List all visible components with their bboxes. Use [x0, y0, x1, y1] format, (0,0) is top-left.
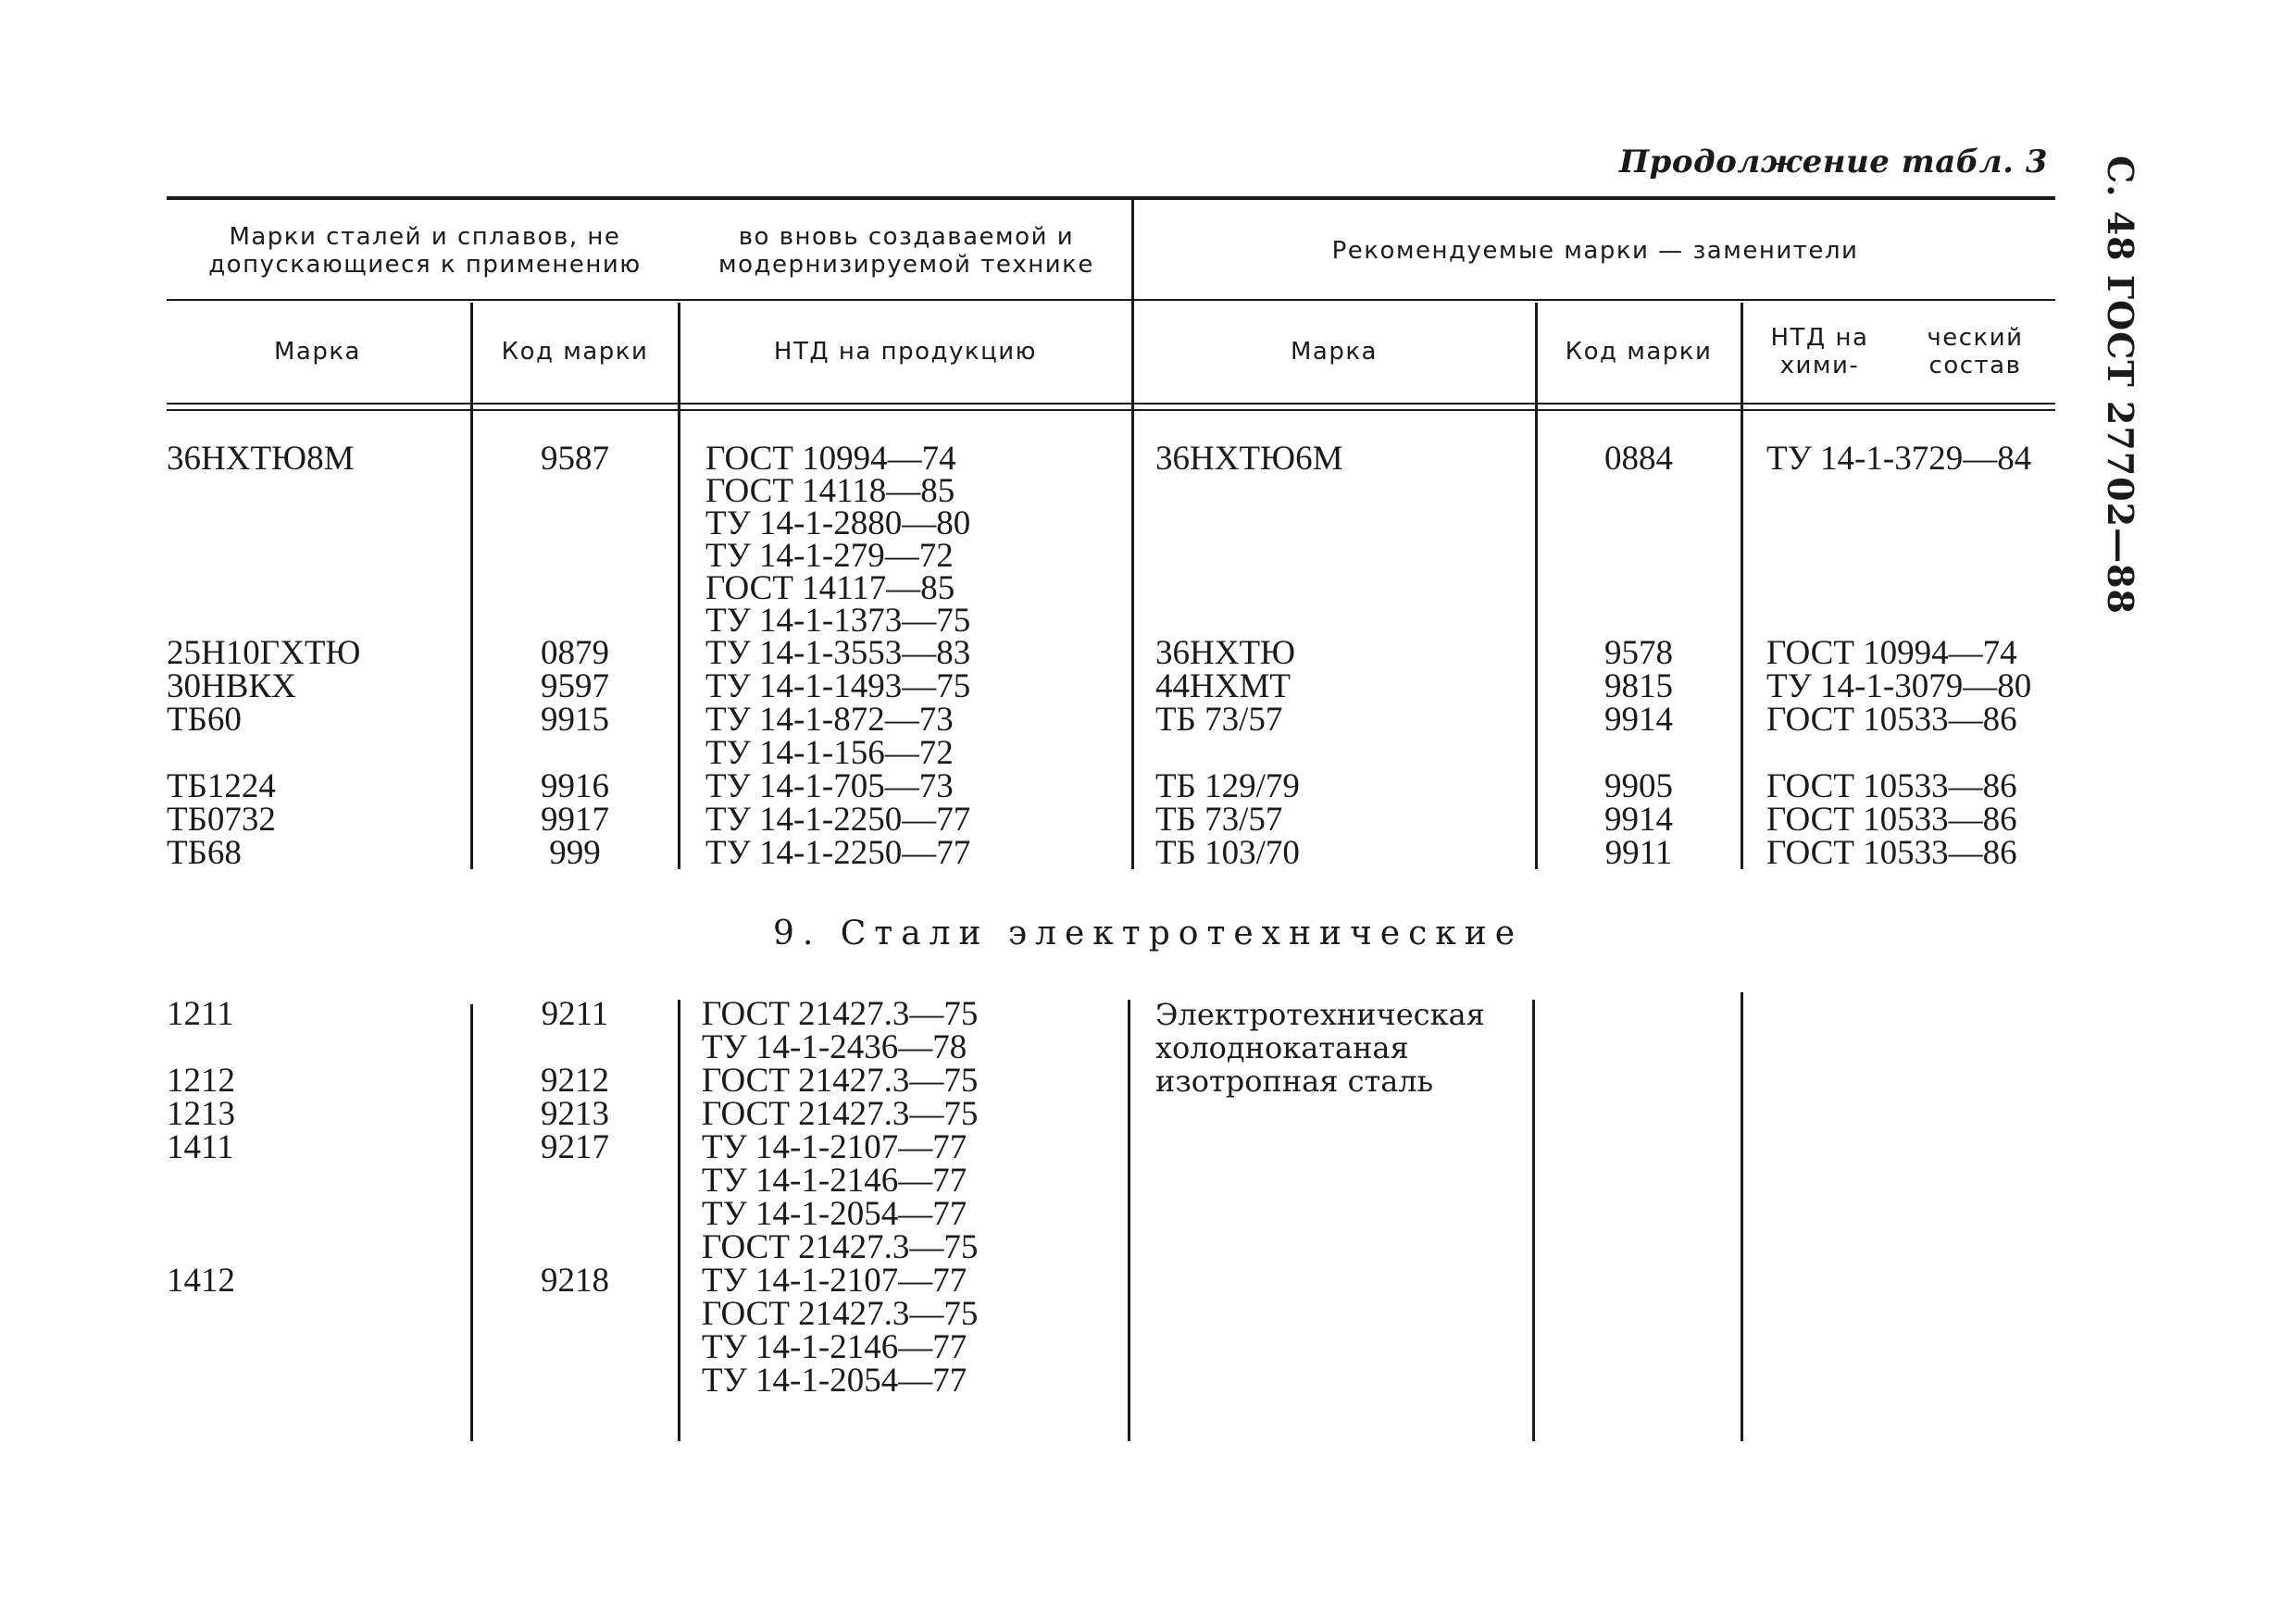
- sub-mark-cell: ТБ 73/57: [1155, 801, 1283, 839]
- code-cell: 999: [549, 834, 601, 872]
- column-mark: [167, 442, 463, 877]
- col-header-ntd-text: НТД на продукцию: [773, 337, 1038, 366]
- section-title: 9. Стали электротехнические: [772, 915, 1524, 952]
- divider-subcode-subntd: [1741, 303, 1743, 869]
- ntd-cell: ГОСТ 21427.3—75: [702, 1062, 979, 1100]
- col-header-sub-mark-text: Марка: [1290, 337, 1378, 366]
- code-cell: 9597: [541, 667, 609, 705]
- mark-cell: ТБ60: [167, 701, 242, 739]
- substitute-description-line-2: холоднокатаная: [1155, 1030, 1409, 1065]
- ntd-cell: ТУ 14-1-2107—77: [702, 1128, 967, 1166]
- sub-mark-cell: ТБ 129/79: [1155, 767, 1300, 805]
- sub-mark-cell: 36НХТЮ: [1155, 634, 1296, 672]
- group-header-right-text: Рекомендуемые марки — заменители: [1331, 237, 1859, 266]
- ntd-cell: ТУ 14-1-156—72: [705, 734, 954, 772]
- mark-cell: ТБ0732: [167, 801, 276, 839]
- code-cell: 9917: [541, 801, 609, 839]
- code-cell: 9217: [541, 1128, 609, 1166]
- sub-code-cell: 0884: [1604, 440, 1673, 478]
- mark-cell: 1211: [167, 995, 234, 1033]
- mark-cell: 1411: [167, 1128, 234, 1166]
- code-cell: 9213: [541, 1095, 609, 1133]
- ntd-cell: ГОСТ 10994—74: [705, 440, 956, 478]
- sub-code-cell: 9914: [1604, 701, 1673, 739]
- page-side-label: С. 48 ГОСТ 27702—88: [2100, 156, 2141, 615]
- col-header-sub-ntd: [1744, 304, 2055, 401]
- code-cell: 9587: [541, 440, 609, 478]
- column-b-ntd: [702, 995, 1118, 1405]
- code-cell: 9212: [541, 1062, 609, 1100]
- substitute-description-line-3: изотропная сталь: [1155, 1064, 1434, 1099]
- sub-code-cell: 9911: [1604, 834, 1673, 872]
- col-header-mark-text: Марка: [273, 337, 361, 366]
- col-header-sub-mark: [1135, 304, 1533, 401]
- table-top-rule: [167, 196, 2055, 200]
- sub-ntd-cell: ГОСТ 10533—86: [1766, 767, 2017, 805]
- mark-cell: 36НХТЮ8М: [167, 440, 355, 478]
- mark-cell: 1412: [167, 1262, 235, 1300]
- col-header-mark: [167, 304, 468, 401]
- ntd-cell: ТУ 14-1-279—72: [705, 537, 954, 575]
- code-cell: 9218: [541, 1262, 609, 1300]
- col-header-sub-ntd-line-2: ческий состав: [1927, 323, 2024, 380]
- code-cell: 9915: [541, 701, 609, 739]
- sub-mark-cell: ТБ 103/70: [1155, 834, 1300, 872]
- sub-ntd-cell: ГОСТ 10994—74: [1766, 634, 2017, 672]
- sub-ntd-cell: ТУ 14-1-3729—84: [1766, 440, 2032, 478]
- substitute-description-line-1: Электротехническая: [1155, 997, 1485, 1032]
- divider-b-subcode-subntd: [1741, 992, 1743, 1441]
- substitute-description: [1155, 998, 1526, 1098]
- col-header-code: [474, 304, 676, 401]
- ntd-cell: ГОСТ 14118—85: [705, 472, 955, 510]
- divider-b-group: [1128, 1000, 1130, 1441]
- mark-cell: ТБ1224: [167, 767, 276, 805]
- ntd-cell: ГОСТ 21427.3—75: [702, 995, 979, 1033]
- ntd-cell: ТУ 14-1-2250—77: [705, 801, 971, 839]
- ntd-cell: ТУ 14-1-1493—75: [705, 667, 971, 705]
- mark-cell: 25Н10ГХТЮ: [167, 634, 361, 672]
- mark-cell: ТБ68: [167, 834, 242, 872]
- ntd-cell: ТУ 14-1-3553—83: [705, 634, 971, 672]
- col-header-code-text: Код марки: [501, 337, 649, 366]
- sub-mark-cell: 36НХТЮ6М: [1155, 440, 1343, 478]
- sub-code-cell: 9905: [1604, 767, 1673, 805]
- header-bottom-rule-2: [167, 409, 2055, 411]
- ntd-cell: ТУ 14-1-2146—77: [702, 1328, 967, 1366]
- col-header-sub-code: [1539, 304, 1739, 401]
- ntd-cell: ТУ 14-1-2054—77: [702, 1362, 967, 1400]
- group-header-left: [167, 205, 1129, 298]
- divider-b-code-ntd: [678, 1000, 680, 1441]
- ntd-cell: ТУ 14-1-2107—77: [702, 1262, 967, 1300]
- column-b-mark: [167, 995, 463, 1396]
- sub-code-cell: 9914: [1604, 801, 1673, 839]
- group-header-left-line-1: Марки сталей и сплавов, не допускающиеся к применению: [208, 223, 642, 279]
- mark-cell: 30НВКХ: [167, 667, 296, 705]
- continuation-label: Продолжение табл. 3: [1618, 143, 2048, 180]
- ntd-cell: ТУ 14-1-2880—80: [705, 504, 971, 542]
- header-bottom-rule: [167, 403, 2055, 404]
- group-header-rule: [167, 299, 2055, 301]
- ntd-cell: ТУ 14-1-2436—78: [702, 1028, 967, 1066]
- ntd-cell: ТУ 14-1-2146—77: [702, 1162, 967, 1200]
- sub-mark-cell: ТБ 73/57: [1155, 701, 1283, 739]
- ntd-cell: ТУ 14-1-2250—77: [705, 834, 971, 872]
- sub-ntd-cell: ТУ 14-1-3079—80: [1766, 667, 2032, 705]
- divider-code-ntd: [678, 303, 680, 869]
- ntd-cell: ГОСТ 21427.3—75: [702, 1095, 979, 1133]
- sub-mark-cell: 44НХМТ: [1155, 667, 1291, 705]
- column-ntd: [705, 442, 1122, 877]
- divider-b-submark-subcode: [1532, 1000, 1535, 1441]
- column-sub-ntd: [1766, 442, 2055, 877]
- ntd-cell: ТУ 14-1-2054—77: [702, 1195, 967, 1233]
- divider-mark-code: [470, 303, 473, 869]
- sub-code-cell: 9815: [1604, 667, 1673, 705]
- code-cell: 9211: [541, 995, 609, 1033]
- ntd-cell: ГОСТ 21427.3—75: [702, 1228, 979, 1266]
- ntd-cell: ТУ 14-1-872—73: [705, 701, 954, 739]
- mark-cell: 1213: [167, 1095, 235, 1133]
- ntd-cell: ТУ 14-1-705—73: [705, 767, 954, 805]
- column-sub-mark: [1155, 442, 1526, 877]
- col-header-sub-code-text: Код марки: [1565, 337, 1713, 366]
- sub-ntd-cell: ГОСТ 10533—86: [1766, 801, 2017, 839]
- ntd-cell: ГОСТ 21427.3—75: [702, 1295, 979, 1333]
- sub-code-cell: 9578: [1604, 634, 1673, 672]
- column-b-code: [474, 995, 676, 1396]
- col-header-ntd: [681, 304, 1129, 401]
- col-header-sub-ntd-line-1: НТД на хими-: [1770, 323, 1869, 380]
- sub-ntd-cell: ГОСТ 10533—86: [1766, 701, 2017, 739]
- column-code: [474, 442, 676, 877]
- ntd-cell: ГОСТ 14117—85: [705, 569, 955, 607]
- code-cell: 0879: [541, 634, 609, 672]
- code-cell: 9916: [541, 767, 609, 805]
- mark-cell: 1212: [167, 1062, 235, 1100]
- sub-ntd-cell: ГОСТ 10533—86: [1766, 834, 2017, 872]
- divider-submark-subcode: [1535, 303, 1538, 869]
- group-header-right: [1135, 205, 2055, 298]
- divider-b-mark-code: [470, 1004, 473, 1441]
- group-header-left-line-2: во вновь создаваемой и модернизируемой технике: [718, 223, 1094, 279]
- group-divider: [1131, 200, 1134, 869]
- column-sub-code: [1539, 442, 1739, 877]
- ntd-cell: ТУ 14-1-1373—75: [705, 602, 971, 640]
